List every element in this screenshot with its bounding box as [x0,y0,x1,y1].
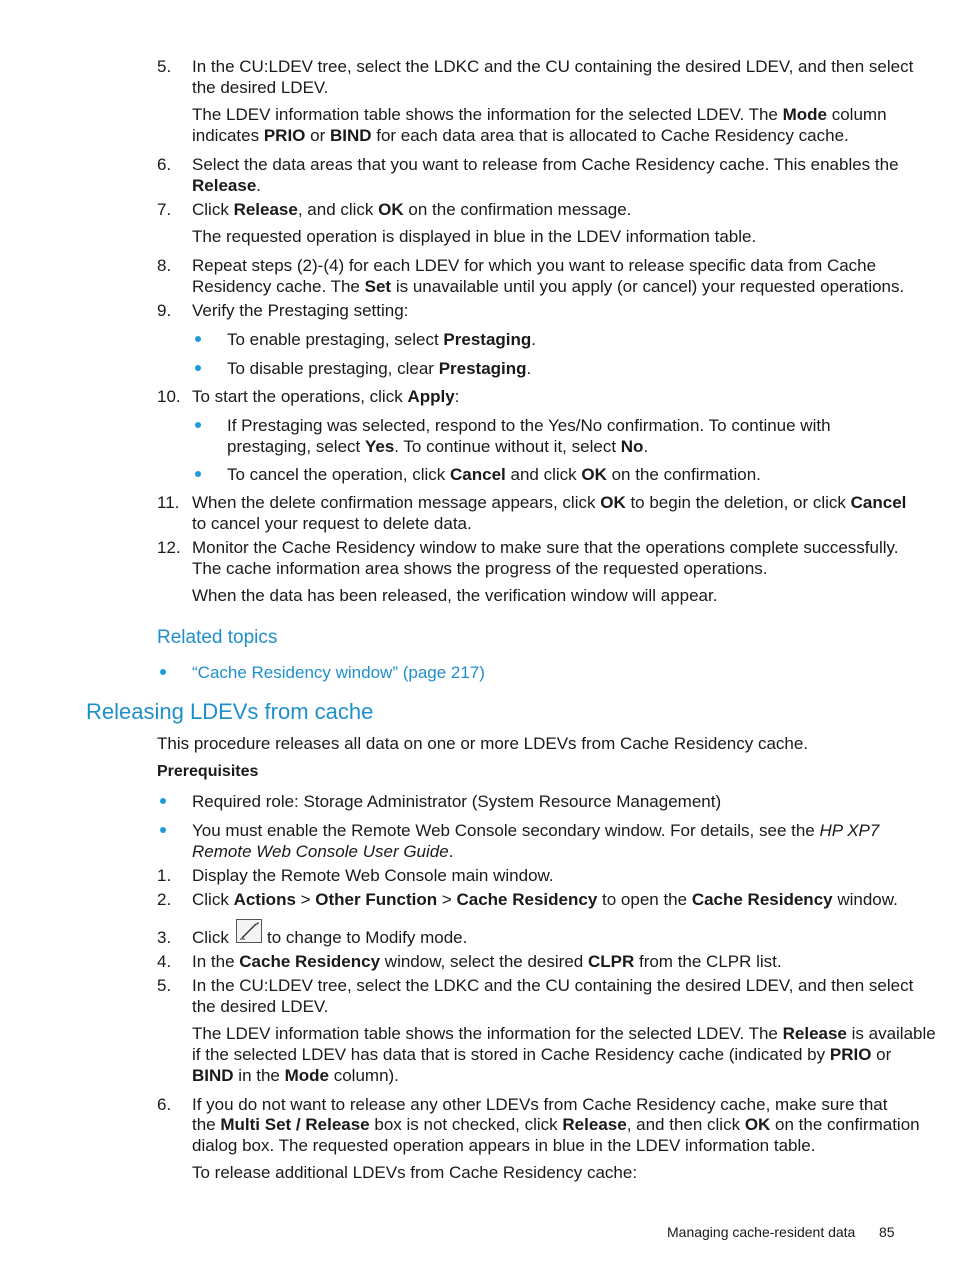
step-number: 9. [157,301,172,320]
step-number: 3. [157,928,172,947]
step-number: 6. [157,155,172,174]
step-number: 11. [157,493,180,512]
step-number: 1. [157,866,172,885]
step-note: if the selected LDEV has data that is stored in Cache Residency cache (indicated by PRIO or [192,1045,892,1064]
bullet-item: To enable prestaging, select Prestaging. [227,330,537,349]
step-text: to cancel your request to delete data. [192,514,472,533]
prerequisite-item: Remote Web Console User Guide. [192,842,454,861]
footer-title: Managing cache-resident data [667,1224,856,1240]
section-intro: This procedure releases all data on one or more LDEVs from Cache Residency cache. [157,734,809,753]
pencil-icon [237,920,261,942]
prerequisites-label: Prerequisites [157,763,259,780]
bullet-item: To disable prestaging, clear Prestaging. [227,359,532,378]
step-text: the Multi Set / Release box is not checked, click Release, and then click OK on the confirmation [192,1115,920,1134]
step-text: Residency cache. The Set is unavailable until you apply (or cancel) your requested operations. [192,277,905,296]
step-text: Click Actions > Other Function > Cache Residency to open the Cache Residency window. [192,890,898,909]
step-note: When the data has been released, the verification window will appear. [192,586,718,605]
step-text: The cache information area shows the progress of the requested operations. [192,559,768,578]
step-text: dialog box. The requested operation appears in blue in the LDEV information table. [192,1136,816,1155]
step-number: 7. [157,200,172,219]
bullet-item: prestaging, select Yes. To continue without it, select No. [227,437,649,456]
step-text: Release. [192,176,262,195]
bullet-icon [195,336,201,342]
step-number: 8. [157,256,172,275]
step-note: To release additional LDEVs from Cache Residency cache: [192,1163,638,1182]
bullet-icon [160,669,166,675]
page-number: 85 [879,1224,895,1240]
step-text: to change to Modify mode. [267,928,468,947]
step-text: In the CU:LDEV tree, select the LDKC and the CU containing the desired LDEV, and then select [192,57,914,76]
prerequisite-item: Required role: Storage Administrator (System Resource Management) [192,792,722,811]
step-text: To start the operations, click Apply: [192,387,460,406]
step-number: 10. [157,387,181,406]
step-text: When the delete confirmation message appears, click OK to begin the deletion, or click Cancel [192,493,907,512]
step-note: indicates PRIO or BIND for each data area that is allocated to Cache Residency cache. [192,126,849,145]
bullet-icon [195,471,201,477]
modify-mode-icon[interactable] [236,919,262,943]
bullet-item: If Prestaging was selected, respond to the Yes/No confirmation. To continue with [227,416,831,435]
related-topics-heading: Related topics [157,627,278,648]
step-text: Repeat steps (2)-(4) for each LDEV for which you want to release specific data from Cache [192,256,877,275]
step-number: 4. [157,952,172,971]
step-text: the desired LDEV. [192,997,329,1016]
step-note: The requested operation is displayed in blue in the LDEV information table. [192,227,757,246]
step-text: Select the data areas that you want to release from Cache Residency cache. This enables the [192,155,899,174]
step-text: In the CU:LDEV tree, select the LDKC and the CU containing the desired LDEV, and then select [192,976,914,995]
prerequisite-item: You must enable the Remote Web Console secondary window. For details, see the HP XP7 [192,821,880,840]
step-number: 6. [157,1095,172,1114]
bullet-icon [160,798,166,804]
section-heading: Releasing LDEVs from cache [86,699,374,724]
bullet-icon [195,422,201,428]
bullet-item: To cancel the operation, click Cancel and click OK on the confirmation. [227,465,761,484]
related-topic-link[interactable]: “Cache Residency window” (page 217) [192,663,485,682]
step-number: 5. [157,976,172,995]
step-text: Click [192,928,229,947]
step-note: The LDEV information table shows the information for the selected LDEV. The Mode column [192,105,887,124]
step-text: the desired LDEV. [192,78,329,97]
step-number: 12. [157,538,181,557]
step-number: 2. [157,890,172,909]
step-text: Verify the Prestaging setting: [192,301,409,320]
step-text: Click Release, and click OK on the confirmation message. [192,200,632,219]
step-note: BIND in the Mode column). [192,1066,399,1085]
step-text: Display the Remote Web Console main window. [192,866,554,885]
step-text: In the Cache Residency window, select the desired CLPR from the CLPR list. [192,952,782,971]
bullet-icon [160,827,166,833]
bullet-icon [195,365,201,371]
step-number: 5. [157,57,172,76]
step-note: The LDEV information table shows the information for the selected LDEV. The Release is available [192,1024,936,1043]
step-text: Monitor the Cache Residency window to make sure that the operations complete successfully. [192,538,899,557]
step-text: If you do not want to release any other LDEVs from Cache Residency cache, make sure that [192,1095,888,1114]
